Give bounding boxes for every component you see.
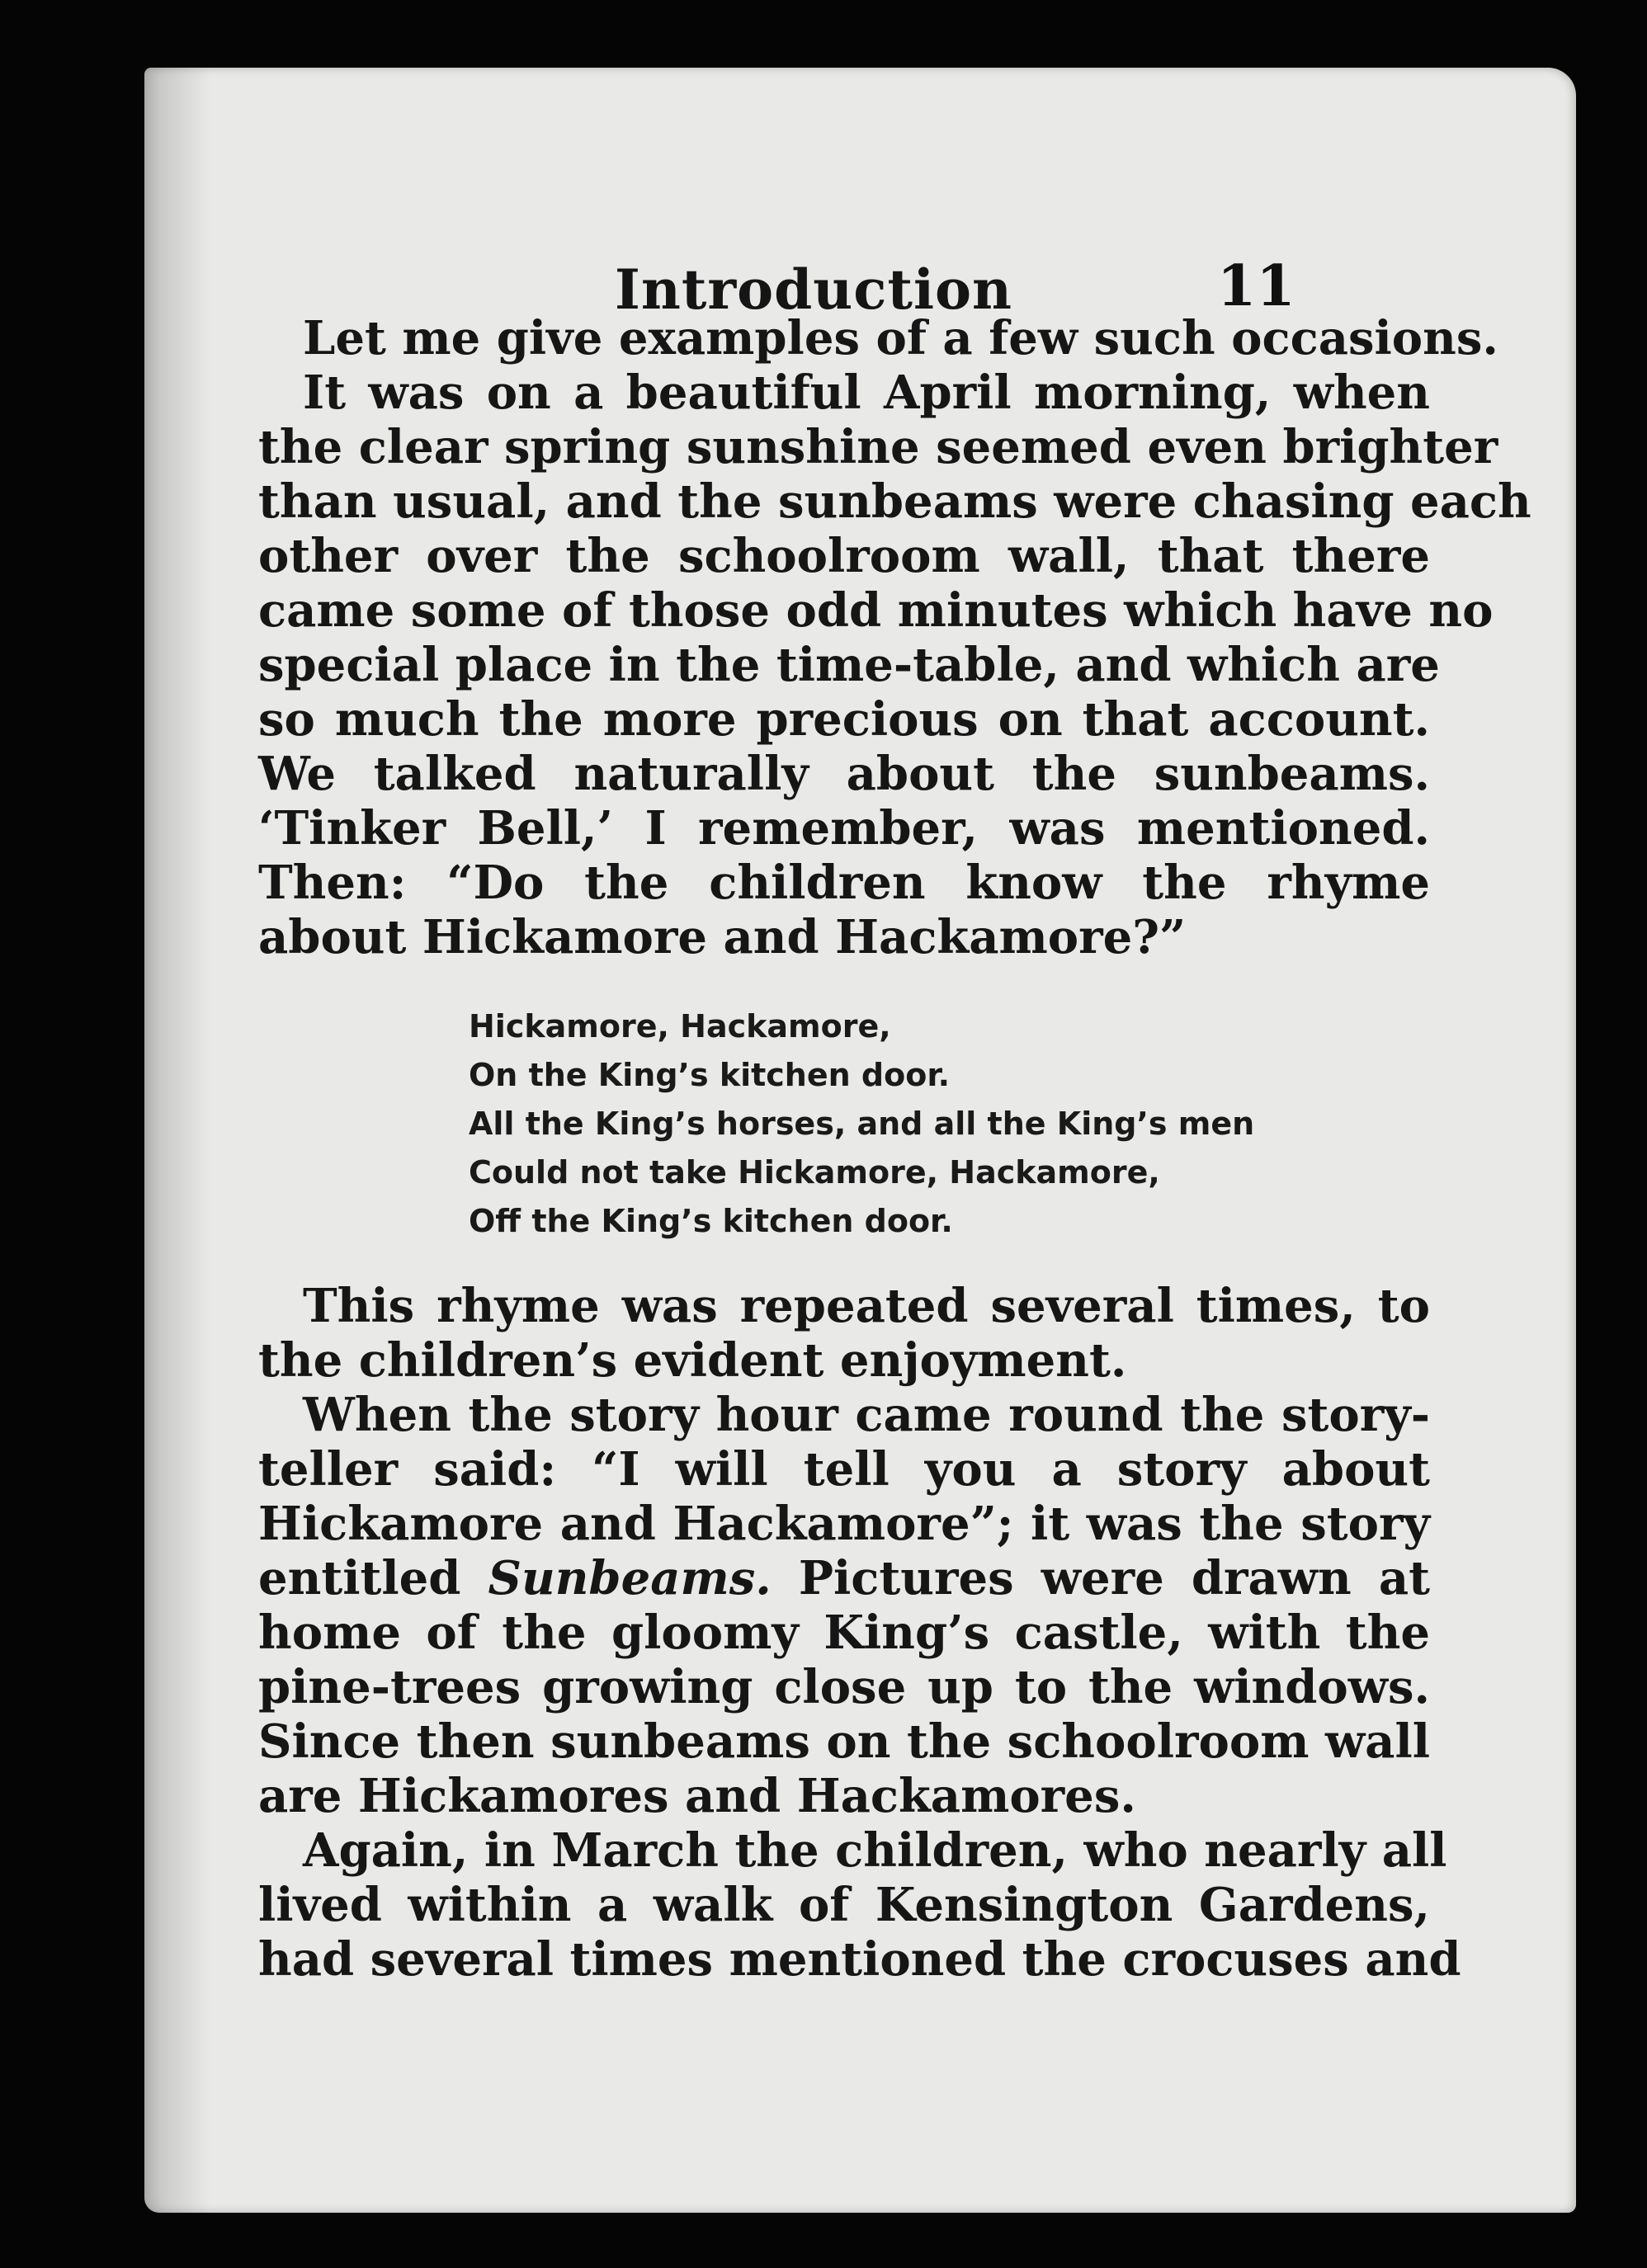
paragraph: [258, 1823, 1461, 1987]
text-line: Let me give examples of a few such occasions.: [303, 311, 1498, 365]
spine-shadow: [144, 68, 210, 2213]
text-line: special place in the time-table, and which are: [258, 638, 1440, 692]
text-fragment: entitled: [258, 1551, 488, 1606]
text-line: Again, in March the children, who nearly all: [303, 1823, 1447, 1878]
text-line: home of the gloomy King’s castle, with the: [258, 1606, 1430, 1660]
chapter-title: Introduction: [615, 257, 1013, 322]
text-line: ‘Tinker Bell,’ I remember, was mentioned.: [258, 801, 1430, 856]
text-line: It was on a beautiful April morning, when: [303, 365, 1430, 420]
verse-line: Hickamore, Hackamore,: [469, 1008, 891, 1044]
text-line: lived within a walk of Kensington Gardens,: [258, 1878, 1430, 1932]
text-line: had several times mentioned the crocuses and: [258, 1932, 1461, 1987]
verse-line: Could not take Hickamore, Hackamore,: [469, 1154, 1160, 1191]
paragraph: [258, 1388, 1430, 1823]
text-line: We talked naturally about the sunbeams.: [258, 747, 1430, 801]
text-fragment: Pictures were drawn at: [771, 1551, 1430, 1606]
text-line: so much the more precious on that account.: [258, 692, 1430, 747]
verse-line: Off the King’s kitchen door.: [469, 1203, 953, 1239]
rhyme-verse: [469, 1002, 1255, 1246]
text-line: about Hickamore and Hackamore?”: [258, 910, 1187, 964]
page-number: 11: [1217, 253, 1295, 319]
text-line: than usual, and the sunbeams were chasing each: [258, 474, 1531, 529]
paragraph: [258, 1279, 1430, 1388]
text-line: Then: “Do the children know the rhyme: [258, 856, 1430, 910]
verse-line: On the King’s kitchen door.: [469, 1057, 951, 1093]
running-head: [144, 183, 1576, 322]
text-line: Hickamore and Hackamore”; it was the story: [258, 1497, 1430, 1551]
story-title: Sunbeams.: [488, 1551, 772, 1606]
text-line: This rhyme was repeated several times, to: [303, 1279, 1430, 1333]
text-line: pine-trees growing close up to the windows.: [258, 1660, 1430, 1714]
book-page: [144, 68, 1576, 2213]
text-line: [258, 1551, 1430, 1606]
text-line: Since then sunbeams on the schoolroom wall: [258, 1714, 1430, 1769]
page-text: [258, 311, 1531, 1987]
verse-line: All the King’s horses, and all the King’s men: [469, 1106, 1255, 1142]
text-line: the clear spring sunshine seemed even brighter: [258, 420, 1498, 474]
text-line: are Hickamores and Hackamores.: [258, 1769, 1136, 1823]
paragraph: [258, 311, 1498, 365]
text-line: When the story hour came round the story-: [303, 1388, 1430, 1442]
text-line: came some of those odd minutes which have no: [258, 583, 1494, 638]
text-line: the children’s evident enjoyment.: [258, 1333, 1127, 1388]
text-line: other over the schoolroom wall, that there: [258, 529, 1430, 583]
text-line: teller said: “I will tell you a story about: [258, 1442, 1430, 1497]
paragraph: [258, 365, 1531, 964]
